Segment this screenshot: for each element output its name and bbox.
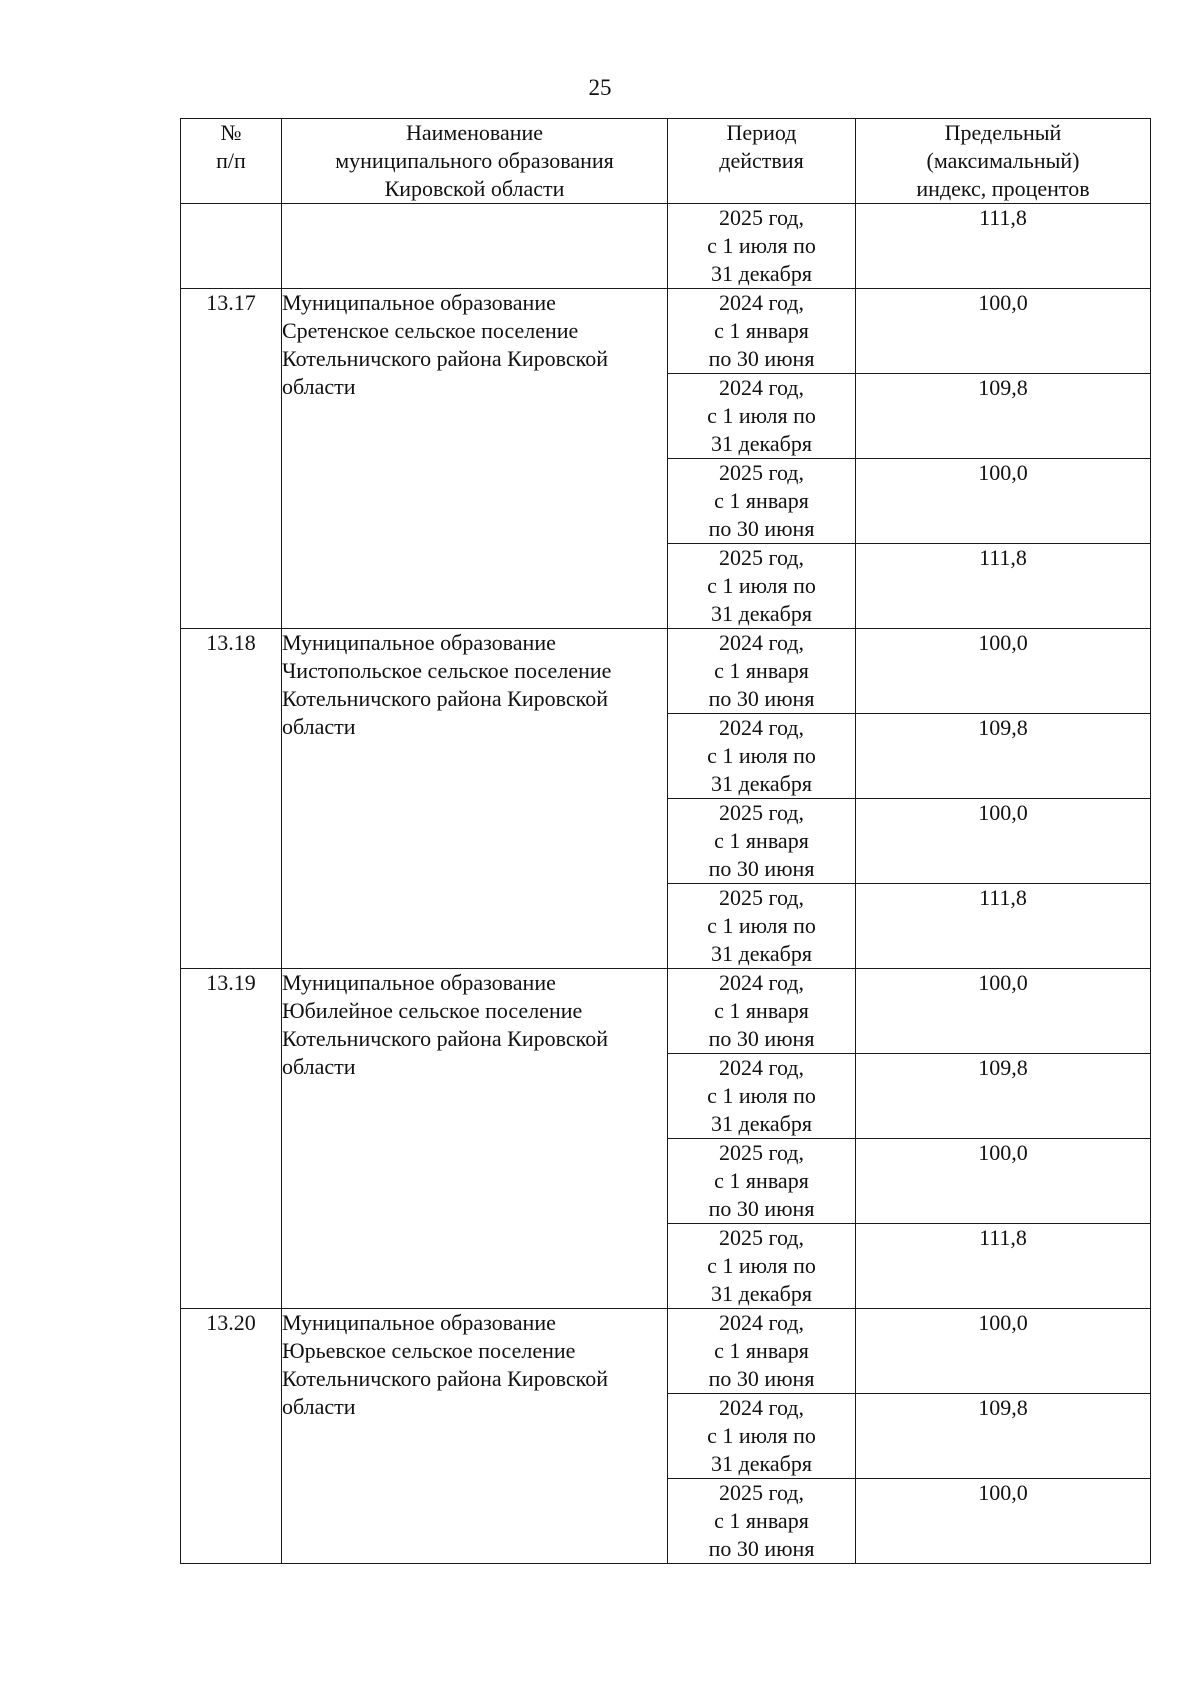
cell-text: 100,0 bbox=[978, 630, 1028, 655]
index-cell bbox=[856, 459, 1151, 544]
cell-text: 13.20 bbox=[206, 1310, 256, 1335]
cell-text: 2024 год, с 1 июля по 31 декабря bbox=[707, 375, 816, 456]
period-cell bbox=[668, 884, 856, 969]
cell-text: 109,8 bbox=[978, 1395, 1028, 1420]
header-period: Период действия bbox=[668, 119, 856, 204]
cell-text: 2024 год, с 1 января по 30 июня bbox=[708, 1310, 815, 1391]
period-cell bbox=[668, 714, 856, 799]
cell-text: 2024 год, с 1 января по 30 июня bbox=[708, 630, 815, 711]
cell-text: 2024 год, с 1 января по 30 июня bbox=[708, 970, 815, 1051]
cell-text: 2025 год, с 1 июля по 31 декабря bbox=[707, 205, 816, 286]
header-name: Наименование муниципального образования Кировской области bbox=[282, 119, 668, 204]
cell-text: 100,0 bbox=[978, 1480, 1028, 1505]
municipality-name-cell bbox=[282, 289, 668, 629]
cell-text: 2025 год, с 1 января по 30 июня bbox=[708, 460, 815, 541]
cell-text: 111,8 bbox=[979, 545, 1027, 570]
table-row bbox=[181, 969, 1151, 1054]
cell-text: 2025 год, с 1 июля по 31 декабря bbox=[707, 545, 816, 626]
period-cell bbox=[668, 1394, 856, 1479]
cell-text: 2025 год, с 1 июля по 31 декабря bbox=[707, 1225, 816, 1306]
cell-text: 100,0 bbox=[978, 1140, 1028, 1165]
cell-text: Муниципальное образование Юбилейное сельское поселение Котельничского района Кировской области bbox=[282, 970, 608, 1079]
index-cell bbox=[856, 1054, 1151, 1139]
index-cell bbox=[856, 714, 1151, 799]
cell-text: 109,8 bbox=[978, 375, 1028, 400]
row-number-cell bbox=[181, 204, 282, 289]
cell-text: 2025 год, с 1 июля по 31 декабря bbox=[707, 885, 816, 966]
cell-text: 13.18 bbox=[206, 630, 256, 655]
period-cell bbox=[668, 629, 856, 714]
cell-text: 109,8 bbox=[978, 715, 1028, 740]
cell-text: 13.17 bbox=[206, 290, 256, 315]
cell-text: 100,0 bbox=[978, 800, 1028, 825]
index-cell bbox=[856, 544, 1151, 629]
tariff-index-table bbox=[180, 118, 1151, 1564]
header-index: Предельный (максимальный) индекс, процентов bbox=[856, 119, 1151, 204]
period-cell bbox=[668, 799, 856, 884]
index-cell bbox=[856, 799, 1151, 884]
cell-text: 2024 год, с 1 января по 30 июня bbox=[708, 290, 815, 371]
period-cell bbox=[668, 1139, 856, 1224]
municipality-name-cell bbox=[282, 1309, 668, 1564]
period-cell bbox=[668, 374, 856, 459]
header-num: № п/п bbox=[181, 119, 282, 204]
index-cell bbox=[856, 1224, 1151, 1309]
index-cell bbox=[856, 969, 1151, 1054]
cell-text: Муниципальное образование Чистопольское сельское поселение Котельничского района Кировской области bbox=[282, 630, 612, 739]
period-cell bbox=[668, 289, 856, 374]
table-row bbox=[181, 1309, 1151, 1394]
cell-text: 111,8 bbox=[979, 1225, 1027, 1250]
municipality-name-cell bbox=[282, 969, 668, 1309]
cell-text: 13.19 bbox=[206, 970, 256, 995]
index-cell bbox=[856, 374, 1151, 459]
row-number-cell bbox=[181, 969, 282, 1309]
cell-text: 2025 год, с 1 января по 30 июня bbox=[708, 1140, 815, 1221]
row-number-cell bbox=[181, 289, 282, 629]
cell-text: 2024 год, с 1 июля по 31 декабря bbox=[707, 1395, 816, 1476]
cell-text: 2025 год, с 1 января по 30 июня bbox=[708, 1480, 815, 1561]
cell-text: 100,0 bbox=[978, 970, 1028, 995]
row-number-cell bbox=[181, 629, 282, 969]
cell-text: 100,0 bbox=[978, 290, 1028, 315]
cell-text: 100,0 bbox=[978, 460, 1028, 485]
period-cell bbox=[668, 459, 856, 544]
cell-text: 109,8 bbox=[978, 1055, 1028, 1080]
municipality-name-cell bbox=[282, 204, 668, 289]
index-cell bbox=[856, 1309, 1151, 1394]
index-cell bbox=[856, 1479, 1151, 1564]
index-cell bbox=[856, 289, 1151, 374]
table-row bbox=[181, 204, 1151, 289]
cell-text: 2024 год, с 1 июля по 31 декабря bbox=[707, 1055, 816, 1136]
period-cell bbox=[668, 544, 856, 629]
period-cell bbox=[668, 204, 856, 289]
period-cell bbox=[668, 1224, 856, 1309]
cell-text: Муниципальное образование Сретенское сельское поселение Котельничского района Кировской области bbox=[282, 290, 608, 399]
page-number: 25 bbox=[588, 75, 612, 100]
cell-text: Муниципальное образование Юрьевское сельское поселение Котельничского района Кировской области bbox=[282, 1310, 608, 1419]
table-row bbox=[181, 629, 1151, 714]
municipality-name-cell bbox=[282, 629, 668, 969]
cell-text: 2024 год, с 1 июля по 31 декабря bbox=[707, 715, 816, 796]
table-row bbox=[181, 289, 1151, 374]
cell-text: 100,0 bbox=[978, 1310, 1028, 1335]
period-cell bbox=[668, 1479, 856, 1564]
index-cell bbox=[856, 1394, 1151, 1479]
index-cell bbox=[856, 884, 1151, 969]
period-cell bbox=[668, 1054, 856, 1139]
row-number-cell bbox=[181, 1309, 282, 1564]
cell-text: 111,8 bbox=[979, 885, 1027, 910]
period-cell bbox=[668, 969, 856, 1054]
period-cell bbox=[668, 1309, 856, 1394]
index-cell bbox=[856, 204, 1151, 289]
index-cell bbox=[856, 629, 1151, 714]
cell-text: 2025 год, с 1 января по 30 июня bbox=[708, 800, 815, 881]
table-header-row bbox=[181, 119, 1151, 204]
index-cell bbox=[856, 1139, 1151, 1224]
cell-text: 111,8 bbox=[979, 205, 1027, 230]
